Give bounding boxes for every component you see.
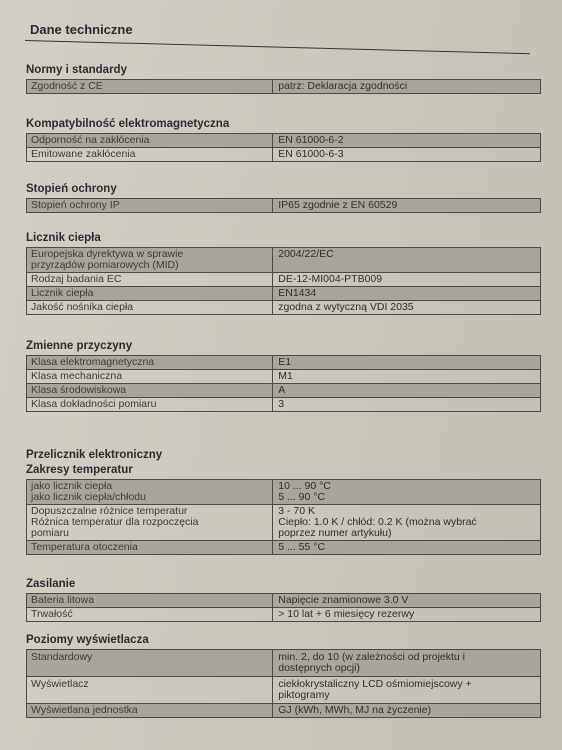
row-label: jako licznik ciepła jako licznik ciepła/chłodu xyxy=(27,480,273,504)
spec-table xyxy=(26,649,541,718)
row-value: GJ (kWh, MWh, MJ na życzenie) xyxy=(273,704,540,717)
spec-table xyxy=(26,593,541,622)
table-row xyxy=(27,80,540,94)
table-row xyxy=(27,273,540,287)
table-row xyxy=(27,608,540,622)
row-value: EN 61000-6-2 xyxy=(273,134,540,147)
section-zasilanie xyxy=(26,578,541,622)
table-row xyxy=(27,704,540,718)
row-label: Zgodność z CE xyxy=(27,80,273,93)
section-stopien-ochrony xyxy=(26,183,541,213)
row-label: Emitowane zakłócenia xyxy=(27,148,273,161)
table-row xyxy=(27,199,540,213)
row-value: 10 ... 90 °C 5 ... 90 °C xyxy=(273,480,540,504)
table-row xyxy=(27,398,540,412)
section-poziomy-wyswietlacza xyxy=(26,634,541,718)
table-row xyxy=(27,541,540,555)
section-title: Kompatybilność elektromagnetyczna xyxy=(26,118,230,130)
row-value: > 10 lat + 6 miesięcy rezerwy xyxy=(278,608,415,620)
row-value: 2004/22/EC xyxy=(273,248,540,272)
page-title: Dane techniczne xyxy=(30,22,133,37)
row-label: Odporność na zakłócenia xyxy=(27,134,273,147)
row-label: Jakość nośnika ciepła xyxy=(27,301,273,314)
table-row xyxy=(27,480,540,505)
table-row xyxy=(27,148,540,162)
table-row xyxy=(27,287,540,301)
table-row xyxy=(27,370,540,384)
row-value: 3 - 70 K Ciepło: 1.0 K / chłód: 0.2 K (można wybrać poprzez numer artykułu) xyxy=(278,505,477,539)
row-label: Europejska dyrektywa w sprawie przyrządów pomiarowych (MID) xyxy=(27,248,273,272)
row-label: Klasa dokładności pomiaru xyxy=(27,398,273,411)
table-row xyxy=(27,301,540,315)
section-licznik-ciepla xyxy=(26,232,541,315)
spec-table xyxy=(26,198,541,213)
section-title: Zmienne przyczyny xyxy=(26,340,133,352)
row-value: zgodna z wytyczną VDI 2035 xyxy=(278,301,414,313)
table-row xyxy=(27,594,540,608)
section-title: Przelicznik elektroniczny xyxy=(26,449,163,461)
row-value: A xyxy=(273,384,540,397)
section-zmienne-przyczyny xyxy=(26,340,541,412)
row-value: 5 ... 55 °C xyxy=(273,541,540,554)
row-value: IP65 zgodnie z EN 60529 xyxy=(273,199,540,212)
table-row xyxy=(27,505,540,541)
row-value: patrz: Deklaracja zgodności xyxy=(273,80,540,93)
spec-table xyxy=(26,79,541,94)
row-label: Dopuszczalne różnice temperatur Różnica temperatur dla rozpoczęcia pomiaru xyxy=(27,505,273,540)
table-row xyxy=(27,384,540,398)
row-label: Klasa elektromagnetyczna xyxy=(27,356,273,369)
row-label: Wyświetlacz xyxy=(27,677,273,703)
row-label: Klasa środowiskowa xyxy=(27,384,273,397)
table-row xyxy=(27,248,540,273)
table-row xyxy=(27,650,540,677)
title-divider xyxy=(25,40,530,54)
row-value: min. 2, do 10 (w zależności od projektu i dostępnych opcji) xyxy=(273,650,540,676)
row-value: Napięcie znamionowe 3.0 V xyxy=(273,594,540,607)
section-title: Poziomy wyświetlacza xyxy=(26,634,149,646)
row-value: 3 xyxy=(278,398,285,410)
row-label: Klasa mechaniczna xyxy=(27,370,273,383)
section-title: Stopień ochrony xyxy=(26,183,117,195)
spec-table xyxy=(26,479,541,555)
table-row xyxy=(27,356,540,370)
row-value: DE-12-MI004-PTB009 xyxy=(278,273,383,285)
row-value: ciekłokrystaliczny LCD ośmiomiejscowy + piktogramy xyxy=(278,678,472,701)
section-subtitle: Zakresy temperatur xyxy=(26,464,133,476)
row-label: Bateria litowa xyxy=(27,594,273,607)
row-label: Rodzaj badania EC xyxy=(27,273,273,286)
row-label: Trwałość xyxy=(27,608,273,621)
row-value: E1 xyxy=(273,356,540,369)
table-row xyxy=(27,677,540,704)
spec-table xyxy=(26,133,541,162)
row-value: M1 xyxy=(278,370,293,382)
section-normy xyxy=(26,64,541,94)
spec-table xyxy=(26,247,541,315)
table-row xyxy=(27,134,540,148)
row-label: Wyświetlana jednostka xyxy=(27,704,273,717)
section-kompatybilnosc xyxy=(26,118,541,162)
section-title: Licznik ciepła xyxy=(26,232,101,244)
row-value: EN 61000-6-3 xyxy=(278,148,344,160)
section-przelicznik xyxy=(26,449,541,555)
row-label: Licznik ciepła xyxy=(27,287,273,300)
spec-table xyxy=(26,355,541,412)
row-value: EN1434 xyxy=(273,287,540,300)
section-title: Zasilanie xyxy=(26,578,76,590)
section-title: Normy i standardy xyxy=(26,64,127,76)
row-label: Standardowy xyxy=(27,650,273,676)
row-label: Temperatura otoczenia xyxy=(27,541,273,554)
row-label: Stopień ochrony IP xyxy=(27,199,273,212)
